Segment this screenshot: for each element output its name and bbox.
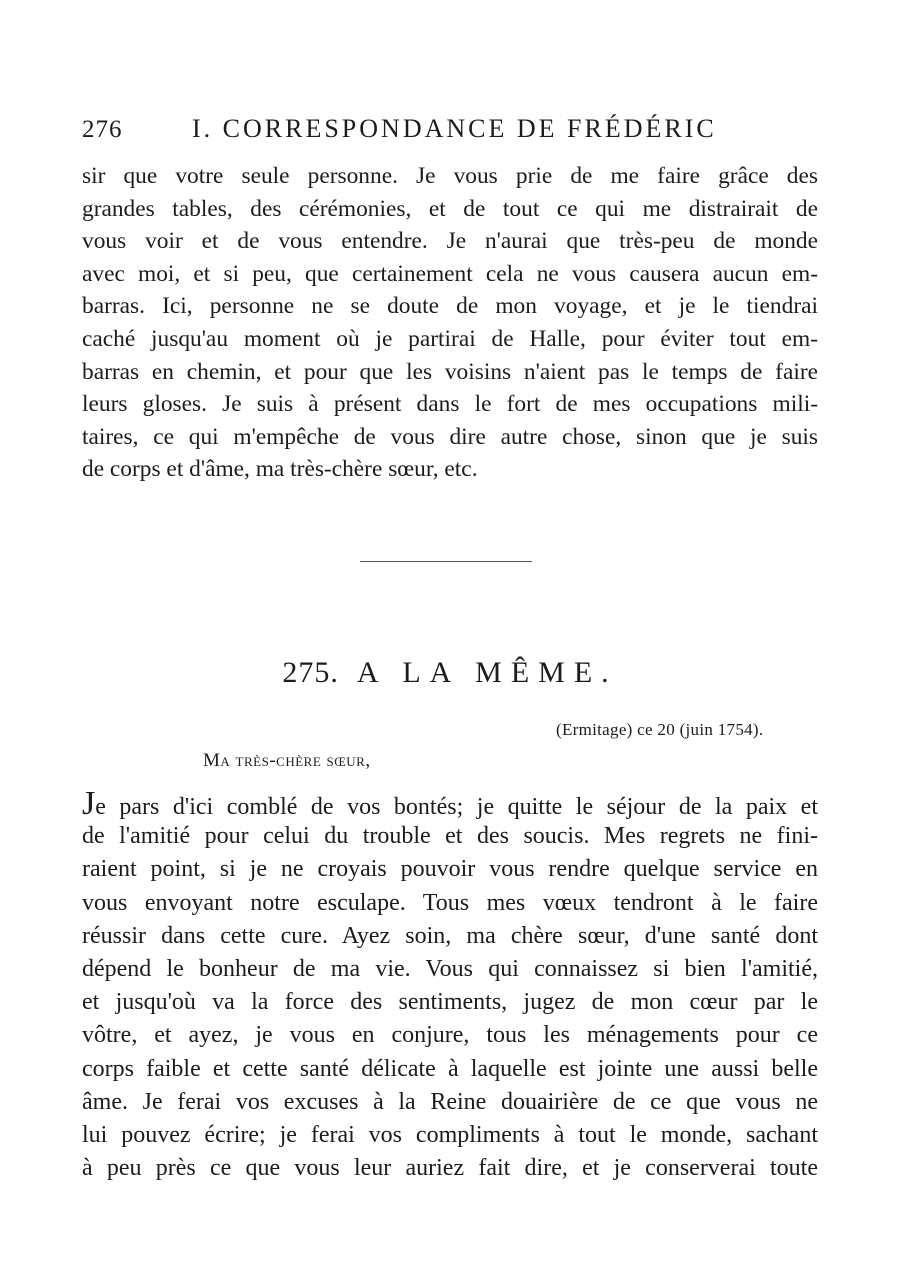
text-line: vôtre, et ayez, je vous en conjure, tous les ménagements pour ce: [82, 1022, 818, 1049]
drop-initial: J: [82, 787, 96, 821]
letter-dateline: (Ermitage) ce 20 (juin 1754).: [556, 720, 764, 739]
salutation-text: Ma très-chère sœur,: [203, 750, 371, 771]
text-line: de corps et d'âme, ma très-chère sœur, etc.: [82, 456, 478, 483]
page-number: 276: [82, 116, 123, 143]
text-line: taires, ce qui m'empêche de vous dire autre chose, sinon que je suis: [82, 423, 818, 450]
text-line: grandes tables, des cérémonies, et de tout ce qui me distrairait de: [82, 195, 818, 222]
text-line: corps faible et cette santé délicate à laquelle est jointe une aussi belle: [82, 1055, 818, 1082]
text-line: barras. Ici, personne ne se doute de mon voyage, et je le tiendrai: [82, 293, 818, 320]
text-line: vous envoyant notre esculape. Tous mes vœux tendront à le faire: [82, 889, 818, 916]
text-line: réussir dans cette cure. Ayez soin, ma chère sœur, d'une santé dont: [82, 922, 818, 949]
running-head: [82, 112, 822, 152]
text-line: et jusqu'où va la force des sentiments, jugez de mon cœur par le: [82, 989, 818, 1016]
text-line-first: [82, 787, 818, 820]
letter-heading: [0, 656, 900, 690]
running-title: I. CORRESPONDANCE DE FRÉDÉRIC: [192, 114, 717, 143]
text-line: avec moi, et si peu, que certainement cela ne vous causera aucun em-: [82, 260, 818, 287]
text-line: barras en chemin, et pour que les voisins n'aient pas le temps de faire: [82, 358, 818, 385]
text-line: caché jusqu'au moment où je partirai de Halle, pour éviter tout em-: [82, 325, 818, 352]
letter-salutation: [203, 750, 371, 772]
previous-letter-text: [82, 160, 818, 486]
text-line: à peu près ce que vous leur auriez fait dire, et je conserverai toute: [82, 1155, 818, 1182]
letter-body-text: [82, 787, 818, 1185]
text-line: sir que votre seule personne. Je vous prie de me faire grâce des: [82, 163, 818, 189]
section-divider: [360, 561, 532, 562]
letter-number: 275.: [282, 656, 339, 689]
text-line: raient point, si je ne croyais pouvoir vous rendre quelque service en: [82, 856, 818, 883]
first-line-text: e pars d'ici comblé de vos bontés; je quitte le séjour de la paix et: [95, 794, 818, 820]
text-line: vous voir et de vous entendre. Je n'aurai que très-peu de monde: [82, 228, 818, 255]
text-line: dépend le bonheur de ma vie. Vous qui connaissez si bien l'amitié,: [82, 955, 818, 982]
text-line: lui pouvez écrire; je ferai vos compliments à tout le monde, sachant: [82, 1121, 818, 1148]
text-line: de l'amitié pour celui du trouble et des soucis. Mes regrets ne fini-: [82, 823, 818, 850]
text-line: âme. Je ferai vos excuses à la Reine douairière de ce que vous ne: [82, 1088, 818, 1115]
text-line: leurs gloses. Je suis à présent dans le fort de mes occupations mili-: [82, 391, 818, 418]
letter-title: A LA MÊME.: [356, 656, 618, 689]
